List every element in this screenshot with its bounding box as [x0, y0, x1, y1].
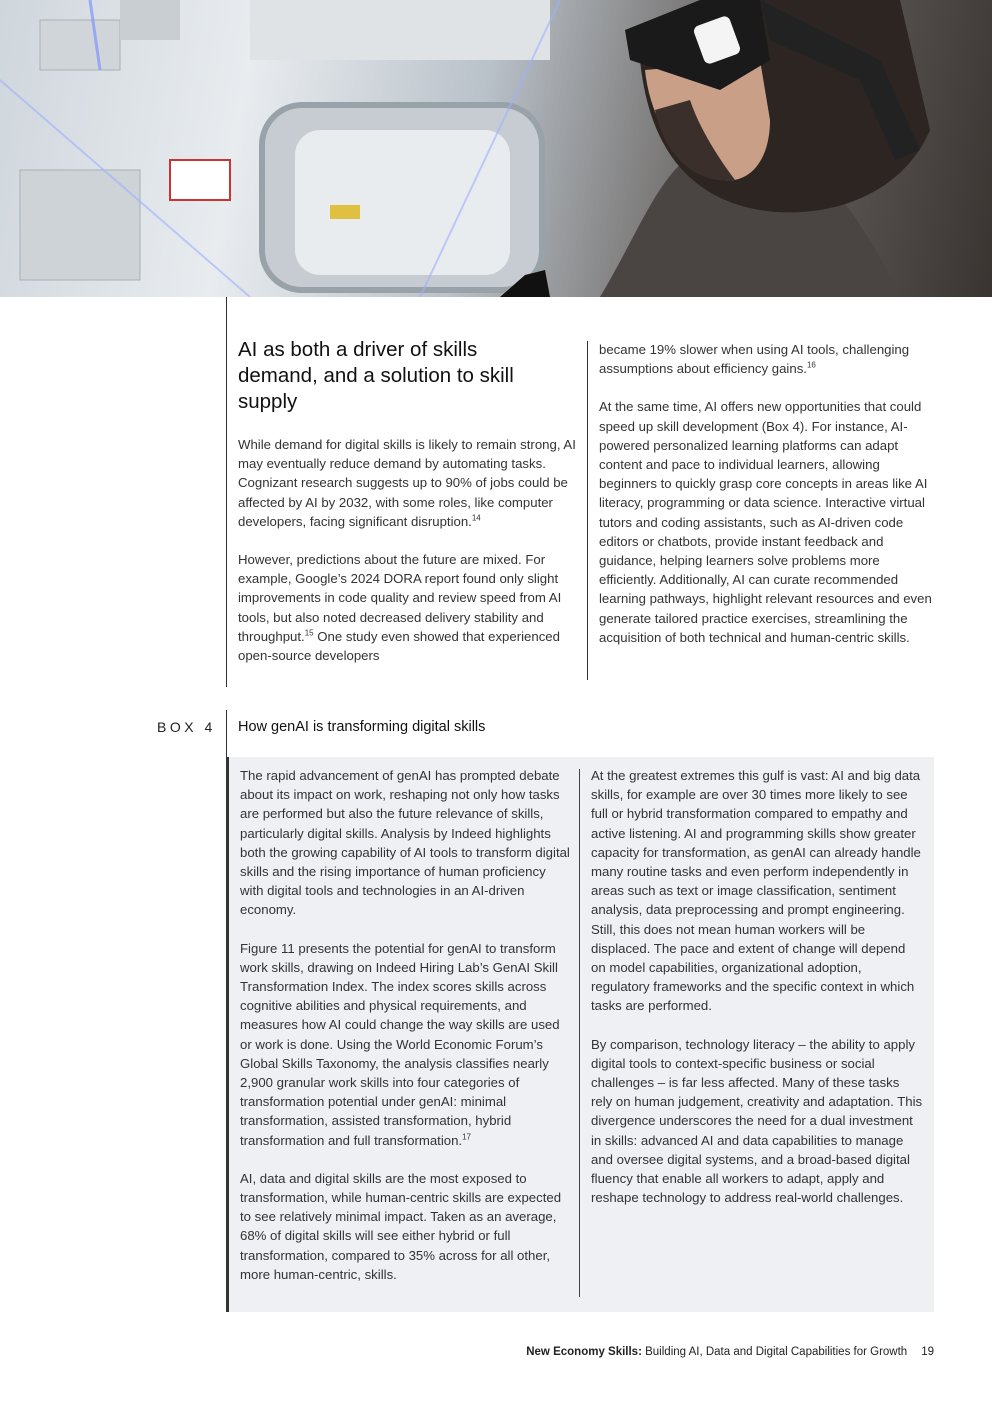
section-heading: AI as both a driver of skills demand, and a solution to skill supply — [238, 338, 514, 413]
box-column-divider — [579, 769, 580, 1297]
box-label: BOX 4 — [157, 719, 216, 735]
footnote-ref[interactable]: 17 — [462, 1132, 472, 1142]
footnote-ref[interactable]: 16 — [806, 360, 816, 370]
article-paragraph: became 19% slower when using AI tools, challenging assumptions about efficiency gains.$^{16}$ — [599, 342, 910, 377]
article-paragraph: At the same time, AI offers new opportunities that could speed up skill development (Box 4). For instance, AI-powered personalized learning platforms can adapt content and pace to individual learners, allowing beginners to quickly grasp core concepts in areas like AI literacy, programming or data science. Interactive virtual tutors and coding assistants, such as AI-driven code editors or chatbots, provide instant feedback and guidance, helping learners solve problems more efficiently. Additionally, AI can curate recommended learning pathways, highlight relevant resources and even generate tailored practice exercises, streamlining the acquisition of both technical and human-centric skills. — [599, 399, 932, 645]
footnote-ref[interactable]: 14 — [471, 513, 481, 523]
article-left-column — [238, 435, 578, 684]
box-paragraph: At the greatest extremes this gulf is vast: AI and big data skills, for example are over 30 times more likely to see full or hybrid transformation compared to empathy and active listening. AI and programming skills show greater capacity for transformation, as genAI can already handle many routine tasks and even perform independently in areas such as text or image classification, sentiment analysis, data preprocessing and prompt engineering. Still, this does not mean human workers will be displaced. The pace and extent of change will depend on model capabilities, organizational adoption, regulatory frameworks and the specific context in which tasks are performed. — [591, 768, 921, 1014]
box-paragraph: Figure 11 presents the potential for genAI to transform work skills, drawing on Indeed Hiring Lab’s GenAI Skill Transformation Index. The index scores skills across cognitive abilities and physical requirements, and measures how AI could change the way skills are used or work is done. Using the World Economic Forum’s Global Skills Taxonomy, the analysis classifies nearly 2,900 granular work skills into four categories of transformation potential under genAI: minimal transformation, assisted transformation, hybrid transformation and full transformation.$^{17}$ — [240, 940, 560, 1148]
article-right-column — [599, 340, 939, 666]
report-title-rest: Building AI, Data and Digital Capabilities for Growth — [641, 1346, 908, 1358]
column-divider — [587, 341, 588, 680]
box-left-column — [240, 766, 572, 1303]
box-paragraph: By comparison, technology literacy – the ability to apply digital tools to context-specific business or social challenges – is far less affected. Many of these tasks rely on human judgement, creativity and adaptation. This divergence underscores the need for a dual investment in skills: advanced AI and data capabilities to manage and oversee digital systems, and a broad-based digital fluency that enable all workers to adapt, apply and reshape technology to address real-world challenges. — [591, 1036, 923, 1206]
article-paragraph: However, predictions about the future are mixed. For example, Google’s 2024 DORA report found only slight improvements in code quality and review speed from AI tools, but also noted decreased delivery stability and throughput.$^{15}$ One study even showed that experienced open-source developers — [238, 552, 562, 664]
article-paragraph: While demand for digital skills is likely to remain strong, AI may eventually reduce demand by automating tasks. Cognizant research suggests up to 90% of jobs could be affected by AI by 2032, with some roles, like computer developers, facing significant disruption.$^{14}$ — [238, 437, 576, 529]
box-title: How genAI is transforming digital skills — [238, 719, 486, 735]
box-label-rule — [226, 710, 227, 757]
page-number: 19 — [921, 1346, 934, 1358]
section-rule — [226, 297, 227, 687]
hero-photo — [0, 0, 992, 297]
box-paragraph: The rapid advancement of genAI has prompted debate about its impact on work, reshaping not only how tasks are performed but also the future relevance of skills, particularly digital skills. Analysis by Indeed highlights both the growing capability of AI tools to transform digital skills and the rising importance of human proficiency with digital tools and technologies in an AI-driven economy. — [240, 768, 570, 918]
footnote-ref[interactable]: 15 — [304, 628, 314, 638]
box-paragraph: AI, data and digital skills are the most exposed to transformation, while human-centric skills are expected to see relatively minimal impact. Taken as an average, 68% of digital skills will see either hybrid or full transformation, compared to 35% across for all other, more human-centric, skills. — [240, 1170, 562, 1282]
report-title-bold: New Economy Skills: — [526, 1346, 642, 1358]
box-right-column — [591, 766, 923, 1226]
page-footer — [526, 1346, 934, 1358]
vr-headset-photo-illustration — [0, 0, 992, 297]
